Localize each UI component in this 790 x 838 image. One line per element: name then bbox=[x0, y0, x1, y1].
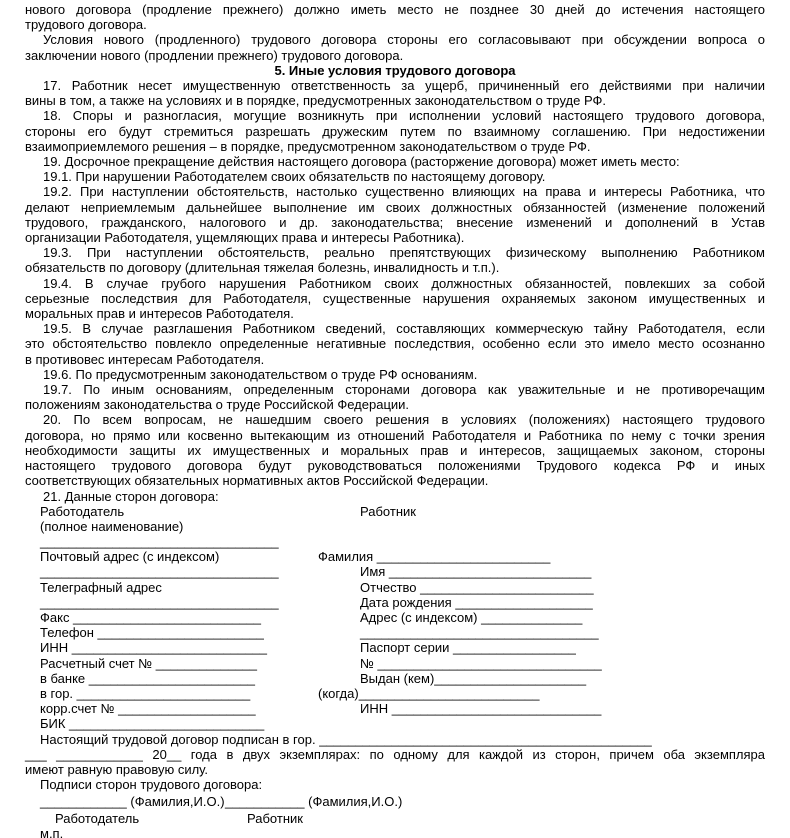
form-left-cell: корр.счет № ___________________ bbox=[40, 701, 256, 717]
paragraph-line: договора, но прямо или косвенно вытекающим из отношений Работодателя и Работника по нему с точки зрения bbox=[25, 427, 765, 443]
paragraph-line: делают неприемлемым дальнейшее выполнение им своих должностных обязанностей (изменение положений bbox=[25, 199, 765, 215]
form-left-cell: в банке _______________________ bbox=[40, 670, 256, 686]
form-row bbox=[25, 549, 765, 564]
form-row bbox=[25, 625, 765, 640]
form-left-cell: _________________________________ bbox=[40, 594, 279, 610]
form-left-cell: Телеграфный адрес bbox=[40, 579, 162, 595]
employer-signature-blank: ____________ (Фамилия,И.О.) bbox=[40, 794, 225, 810]
paragraph-line: трудового договора. bbox=[25, 17, 147, 33]
form-row bbox=[25, 580, 765, 595]
form-left-cell: Расчетный счет № ______________ bbox=[40, 655, 258, 671]
paragraph-line: 17. Работник несет имущественную ответственность за ущерб, причиненный его действиями при наличии bbox=[43, 78, 765, 94]
parties-form bbox=[25, 504, 765, 732]
paragraph-line: стороны его будут стремиться разрешать дружеским путем по взаимному соглашению. При недостижении bbox=[25, 123, 765, 139]
paragraph-line: серьезные последствия для Работодателя, существенные нарушения охраняемых законом имущественных и bbox=[25, 290, 765, 306]
document-body bbox=[25, 2, 765, 504]
form-right-cell: _________________________________ bbox=[360, 625, 599, 641]
form-right-cell: (когда)_________________________ bbox=[318, 685, 540, 701]
paragraph-line: взаимоприемлемого решения – в порядке, предусмотренном законодательством о труде РФ. bbox=[25, 138, 591, 154]
paragraph-line: 19.6. По предусмотренным законодательством о труде РФ основаниям. bbox=[43, 366, 478, 382]
paragraph-line: трудового, гражданского, налогового и др. законодательства; внесение изменений и дополнений в Устав bbox=[25, 214, 765, 230]
form-left-cell: Факс __________________________ bbox=[40, 610, 262, 626]
paragraph-line: заключении нового (продлении прежнего) трудового договора. bbox=[25, 47, 404, 63]
form-right-cell: Работник bbox=[360, 503, 416, 519]
form-right-cell: Дата рождения ___________________ bbox=[360, 594, 593, 610]
paragraph-line: 19.2. При наступлении обстоятельств, настолько существенно влияющих на права и интересы Работника, что bbox=[43, 184, 765, 200]
form-right-cell: Паспорт серии _________________ bbox=[360, 640, 576, 656]
signature-labels-row bbox=[25, 811, 765, 826]
form-right-cell: Отчество ________________________ bbox=[360, 579, 594, 595]
copies-line-1: ___ ____________ 20__ года в двух экземплярах: по одному для каждой из сторон, причем оба экземпляра bbox=[25, 746, 765, 762]
form-right-cell: Фамилия ________________________ bbox=[318, 549, 551, 565]
employee-signature-blank: ___________ (Фамилия,И.О.) bbox=[225, 794, 403, 810]
paragraph-line: моральных прав и интересов Работодателя. bbox=[25, 306, 294, 322]
form-row bbox=[25, 610, 765, 625]
paragraph-line: обязательств по договору (длительная тяжелая болезнь, инвалидность и т.п.). bbox=[25, 260, 500, 276]
employee-signature-label: Работник bbox=[247, 811, 303, 827]
form-row bbox=[25, 595, 765, 610]
paragraph-line: необходимости защиты их имущественных и моральных прав и интересов, защищаемых законом, стороны bbox=[25, 442, 765, 458]
signed-city-line: Настоящий трудовой договор подписан в гор. ______________________________________________ bbox=[40, 731, 652, 747]
paragraph-line: соответствующих обязательных нормативных актов Российской Федерации. bbox=[25, 473, 489, 489]
form-right-cell: Адрес (с индексом) ______________ bbox=[360, 610, 583, 626]
paragraph-line: настоящего трудового договора будут руководствоваться положениями Трудового кодекса РФ и иных bbox=[25, 458, 765, 474]
employer-signature-label: Работодатель bbox=[55, 811, 140, 827]
paragraph-line: 19. Досрочное прекращение действия настоящего договора (расторжение договора) может иметь место: bbox=[43, 154, 680, 170]
paragraph-line: организации Работодателя, ущемляющих права и интересы Работника). bbox=[25, 230, 465, 246]
form-right-cell: Выдан (кем)_____________________ bbox=[360, 670, 587, 686]
paragraph-line: 20. По всем вопросам, не нашедшим своего решения в условиях (положениях) настоящего трудового bbox=[43, 412, 765, 428]
form-left-cell: ИНН ___________________________ bbox=[40, 640, 267, 656]
form-row bbox=[25, 504, 765, 519]
form-left-cell: (полное наименование) bbox=[40, 518, 184, 534]
paragraph-line: вины в том, а также на условиях и в порядке, предусмотренных законодательством о труде РФ. bbox=[25, 93, 606, 109]
paragraph-line: 19.7. По иным основаниям, определенным сторонами договора как уважительные и не противоречащим bbox=[43, 382, 765, 398]
form-left-cell: БИК ___________________________ bbox=[40, 716, 265, 732]
closing-section bbox=[25, 732, 765, 838]
section-heading: 5. Иные условия трудового договора bbox=[274, 62, 516, 78]
form-left-cell: в гор. ________________________ bbox=[40, 685, 251, 701]
signature-row bbox=[25, 794, 765, 811]
form-row bbox=[25, 640, 765, 655]
paragraph-line: это обстоятельство повлекло определенные негативные последствия, особенно если это имело место осознанно bbox=[25, 336, 765, 352]
paragraph-line: положениям законодательства о труде Российской Федерации. bbox=[25, 397, 410, 413]
paragraph-line: 18. Споры и разногласия, могущие возникнуть при исполнении условий настоящего трудового договора, bbox=[43, 108, 765, 124]
form-row bbox=[25, 519, 765, 534]
form-left-cell: Работодатель bbox=[40, 503, 125, 519]
form-row bbox=[25, 701, 765, 716]
paragraph-line: в противовес интересам Работодателя. bbox=[25, 351, 265, 367]
paragraph-line: 19.1. При нарушении Работодателем своих обязательств по настоящему договору. bbox=[43, 169, 546, 185]
form-left-cell: _________________________________ bbox=[40, 534, 279, 550]
form-left-cell: _________________________________ bbox=[40, 564, 279, 580]
paragraph-line: 19.4. В случае грубого нарушения Работником своих должностных обязанностей, повлекших за собой bbox=[43, 275, 765, 291]
form-right-cell: Имя ____________________________ bbox=[360, 564, 592, 580]
form-row bbox=[25, 564, 765, 579]
paragraph-line: 21. Данные сторон договора: bbox=[43, 488, 219, 504]
form-row bbox=[25, 671, 765, 686]
form-right-cell: ИНН _____________________________ bbox=[360, 701, 602, 717]
paragraph-line: Условия нового (продленного) трудового договора стороны его согласовывают при обсуждении вопроса о bbox=[43, 32, 765, 48]
paragraph-line: нового договора (продление прежнего) должно иметь место не позднее 30 дней до истечения настоящего bbox=[25, 2, 765, 17]
stamp-place-label: м.п. bbox=[40, 826, 64, 838]
form-row bbox=[25, 534, 765, 549]
form-row bbox=[25, 716, 765, 731]
form-row bbox=[25, 686, 765, 701]
copies-line-2: имеют равную правовую силу. bbox=[25, 761, 208, 777]
form-right-cell: № _______________________________ bbox=[360, 655, 602, 671]
paragraph-line: 19.3. При наступлении обстоятельств, реально препятствующих физическому выполнению Работником bbox=[43, 245, 765, 261]
form-left-cell: Телефон _______________________ bbox=[40, 625, 264, 641]
form-row bbox=[25, 656, 765, 671]
form-left-cell: Почтовый адрес (с индексом) bbox=[40, 549, 220, 565]
paragraph-line: 19.5. В случае разглашения Работником сведений, составляющих коммерческую тайну Работодателя, если bbox=[43, 321, 765, 337]
signatures-heading: Подписи сторон трудового договора: bbox=[40, 777, 263, 793]
